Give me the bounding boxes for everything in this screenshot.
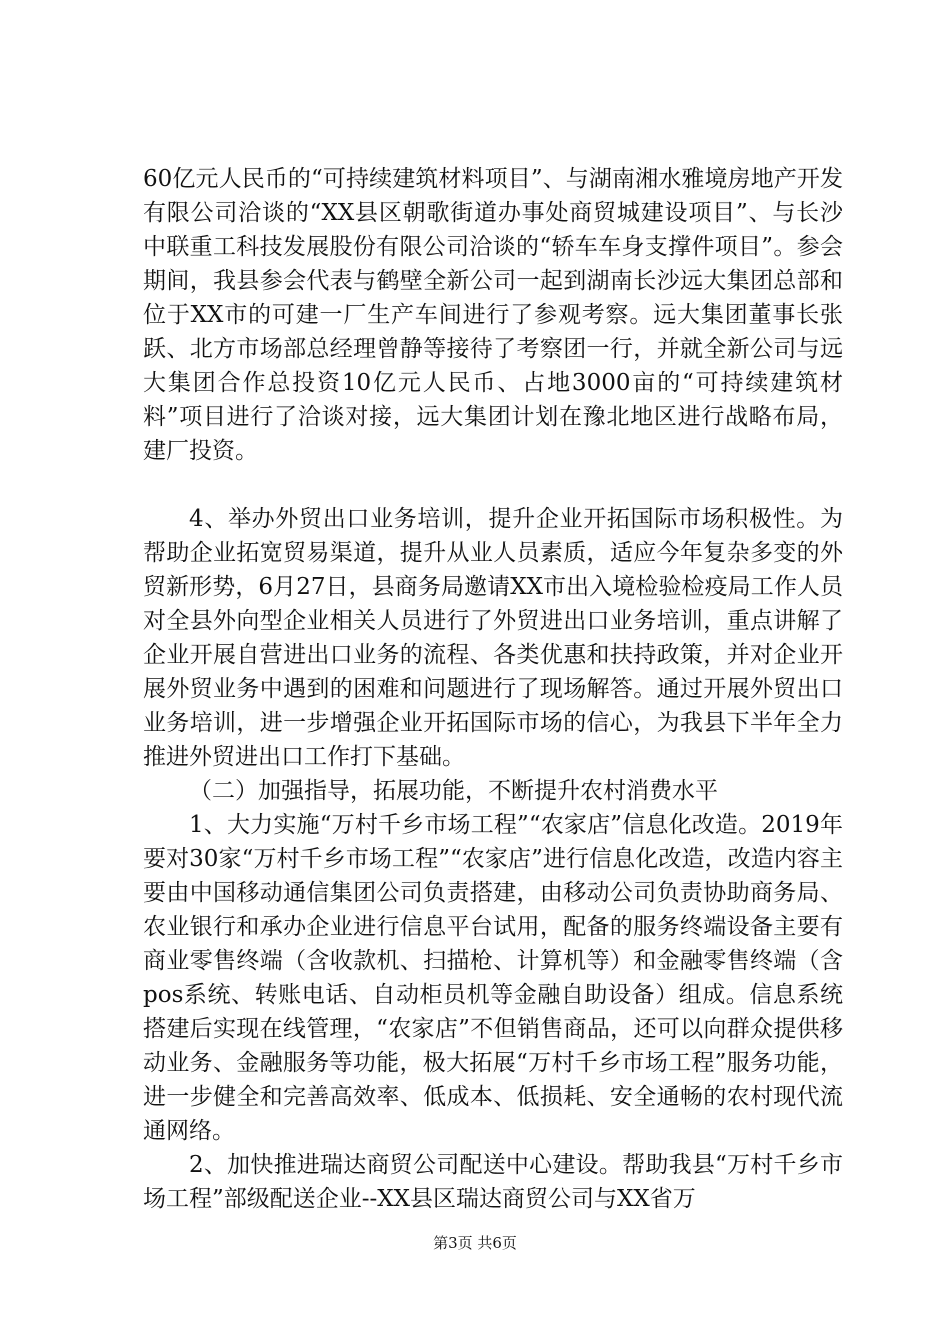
paragraph-item-2: 2、加快推进瑞达商贸公司配送中心建设。帮助我县“万村千乡市场工程”部级配送企业--XX县区瑞达商贸公司与XX省万 <box>143 1152 843 1212</box>
page-number-footer: 第3页 共6页 <box>433 1234 517 1252</box>
paragraph-item-1: 1、大力实施“万村千乡市场工程”“农家店”信息化改造。2019年要对30家“万村千乡市场工程”“农家店”进行信息化改造，改造内容主要由中国移动通信集团公司负责搭建，由移动公司负责协助商务局、农业银行和承办企业进行信息平台试用，配备的服务终端设备主要有商业零售终端（含收款机、扫描枪、计算机等）和金融零售终端（含pos系统、转账电话、自动柜员机等金融自助设备）组成。信息系统搭建后实现在线管理，“农家店”不但销售商品，还可以向群众提供移动业务、金融服务等功能，极大拓展“万村千乡市场工程”服务功能，进一步健全和完善高效率、低成本、低损耗、安全通畅的农村现代流通网络。 <box>143 812 843 1144</box>
paragraph-item-4: 4、举办外贸出口业务培训，提升企业开拓国际市场积极性。为帮助企业拓宽贸易渠道，提升从业人员素质，适应今年复杂多变的外贸新形势，6月27日，县商务局邀请XX市出入境检验检疫局工作人员对全县外向型企业相关人员进行了外贸进出口业务培训，重点讲解了企业开展自营进出口业务的流程、各类优惠和扶持政策，并对企业开展外贸业务中遇到的困难和问题进行了现场解答。通过开展外贸出口业务培训，进一步增强企业开拓国际市场的信心，为我县下半年全力推进外贸进出口工作打下基础。 <box>143 506 843 770</box>
paragraph-gap <box>143 468 843 502</box>
section-heading: （二）加强指导，拓展功能，不断提升农村消费水平 <box>189 778 718 804</box>
paragraph-continued: 60亿元人民币的“可持续建筑材料项目”、与湖南湘水雅境房地产开发有限公司洽谈的“XX县区朝歌街道办事处商贸城建设项目”、与长沙中联重工科技发展股份有限公司洽谈的“轿车车身支撑件项目”。参会期间，我县参会代表与鹤壁全新公司一起到湖南长沙远大集团总部和位于XX市的可建一厂生产车间进行了参观考察。远大集团董事长张跃、北方市场部总经理曾静等接待了考察团一行，并就全新公司与远大集团合作总投资10亿元人民币、占地3000亩的“可持续建筑材料”项目进行了洽谈对接，远大集团计划在豫北地区进行战略布局，建厂投资。 <box>143 166 843 464</box>
document-body <box>143 162 843 1216</box>
